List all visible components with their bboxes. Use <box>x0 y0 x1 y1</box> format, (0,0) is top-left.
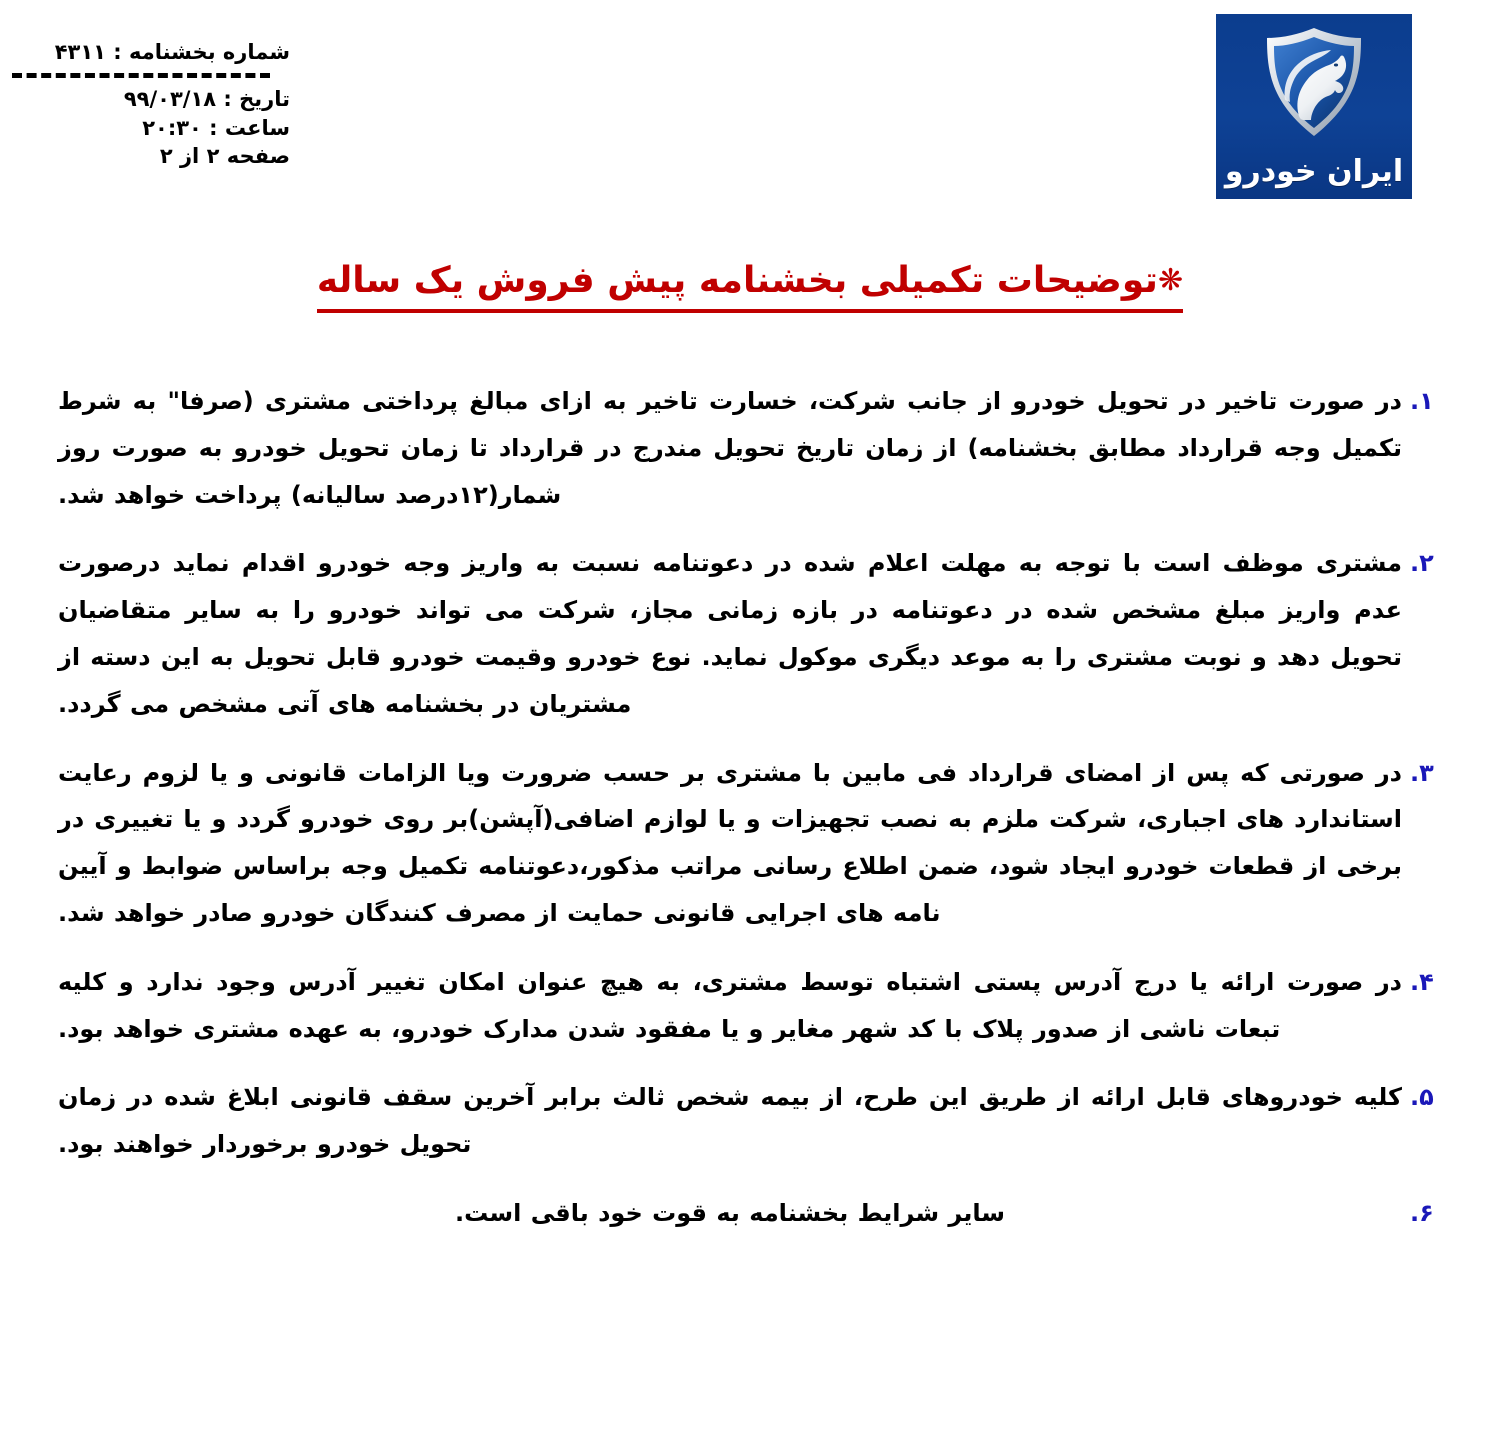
page-number-line: صفحه ۲ از ۲ <box>159 144 290 169</box>
iran-khodro-logo <box>1216 14 1412 199</box>
page-title-text: توضیحات تکمیلی بخشنامه پیش فروش یک ساله <box>316 260 1158 301</box>
page-title-container <box>0 258 1500 313</box>
list-item <box>58 959 1448 1053</box>
list-item <box>58 750 1448 937</box>
clause-text: مشتری موظف است با توجه به مهلت اعلام شده در دعوتنامه نسبت به واریز وجه خودرو اقدام نماید درصورت عدم واریز مبلغ مشخص شده در دعوتنامه در بازه زمانی مجاز، شرکت می تواند خودرو را به سایر متقاضیان تحویل دهد و نوبت مشتری را به موعد دیگری موکول نماید. نوع خودرو وقیمت خودرو قابل تحویل به این دسته از مشتریان در بخشنامه های آتی مشخص می گردد. <box>58 549 1402 718</box>
header-meta-block <box>0 38 300 171</box>
clause-number: ۳. <box>1410 758 1434 787</box>
list-item <box>58 378 1448 518</box>
clause-number: ۵. <box>1410 1083 1434 1112</box>
circular-time-line: ساعت : ۲۰:۳۰ <box>142 115 290 140</box>
clause-text: در صورت تاخیر در تحویل خودرو از جانب شرکت، خسارت تاخیر به ازای مبالغ پرداختی مشتری (صرفا" به شرط تکمیل وجه قرارداد مطابق بخشنامه) از زمان تاریخ تحویل مندرج در قرارداد تا زمان تحویل خودرو به صورت روز شمار(۱۲درصد سالیانه) پرداخت خواهد شد. <box>58 387 1402 509</box>
star-icon: ❋ <box>1157 263 1184 298</box>
list-item <box>58 540 1448 727</box>
horse-head-shield-icon <box>1255 24 1373 142</box>
logo-wordmark: ایران خودرو <box>1224 154 1404 189</box>
clause-number: ۴. <box>1410 967 1434 996</box>
document-header <box>0 0 1500 225</box>
clause-text: سایر شرایط بخشنامه به قوت خود باقی است. <box>455 1198 1005 1227</box>
clause-number: ۶. <box>1410 1198 1434 1227</box>
circular-date-line: تاریخ : ۹۹/۰۳/۱۸ <box>123 86 290 111</box>
clause-text: در صورتی که پس از امضای قرارداد فی مابین با مشتری بر حسب ضرورت ویا الزامات قانونی و یا لزوم رعایت استاندارد های اجباری، شرکت ملزم به نصب تجهیزات و یا لوازم اضافی(آپشن)بر روی خودرو گردد و یا تغییری در برخی از قطعات خودرو ایجاد شود، ضمن اطلاع رسانی مراتب مذکور،دعوتنامه تکمیل وجه براساس ضوابط و آیین نامه های اجرایی قانونی حمایت از مصرف کنندگان خودرو صادر خواهد شد. <box>58 758 1402 927</box>
list-item <box>58 1190 1448 1237</box>
clause-number: ۲. <box>1410 549 1434 578</box>
clause-number: ۱. <box>1410 387 1434 415</box>
circular-number-line: شماره بخشنامه : ۴۳۱۱ <box>54 40 290 64</box>
list-item <box>58 1074 1448 1168</box>
clause-list <box>0 378 1500 1259</box>
page-title <box>317 258 1183 313</box>
clause-text: در صورت ارائه یا درج آدرس پستی اشتباه توسط مشتری، به هیچ عنوان امکان تغییر آدرس وجود ندارد و کلیه تبعات ناشی از صدور پلاک با کد شهر مغایر و یا مفقود شدن مدارک خودرو، به عهده مشتری خواهد بود. <box>58 967 1402 1043</box>
header-divider <box>12 73 270 78</box>
clause-text: کلیه خودروهای قابل ارائه از طریق این طرح، از بیمه شخص ثالث برابر آخرین سقف قانونی ابلاغ شده در زمان تحویل خودرو برخوردار خواهند بود. <box>58 1083 1402 1159</box>
